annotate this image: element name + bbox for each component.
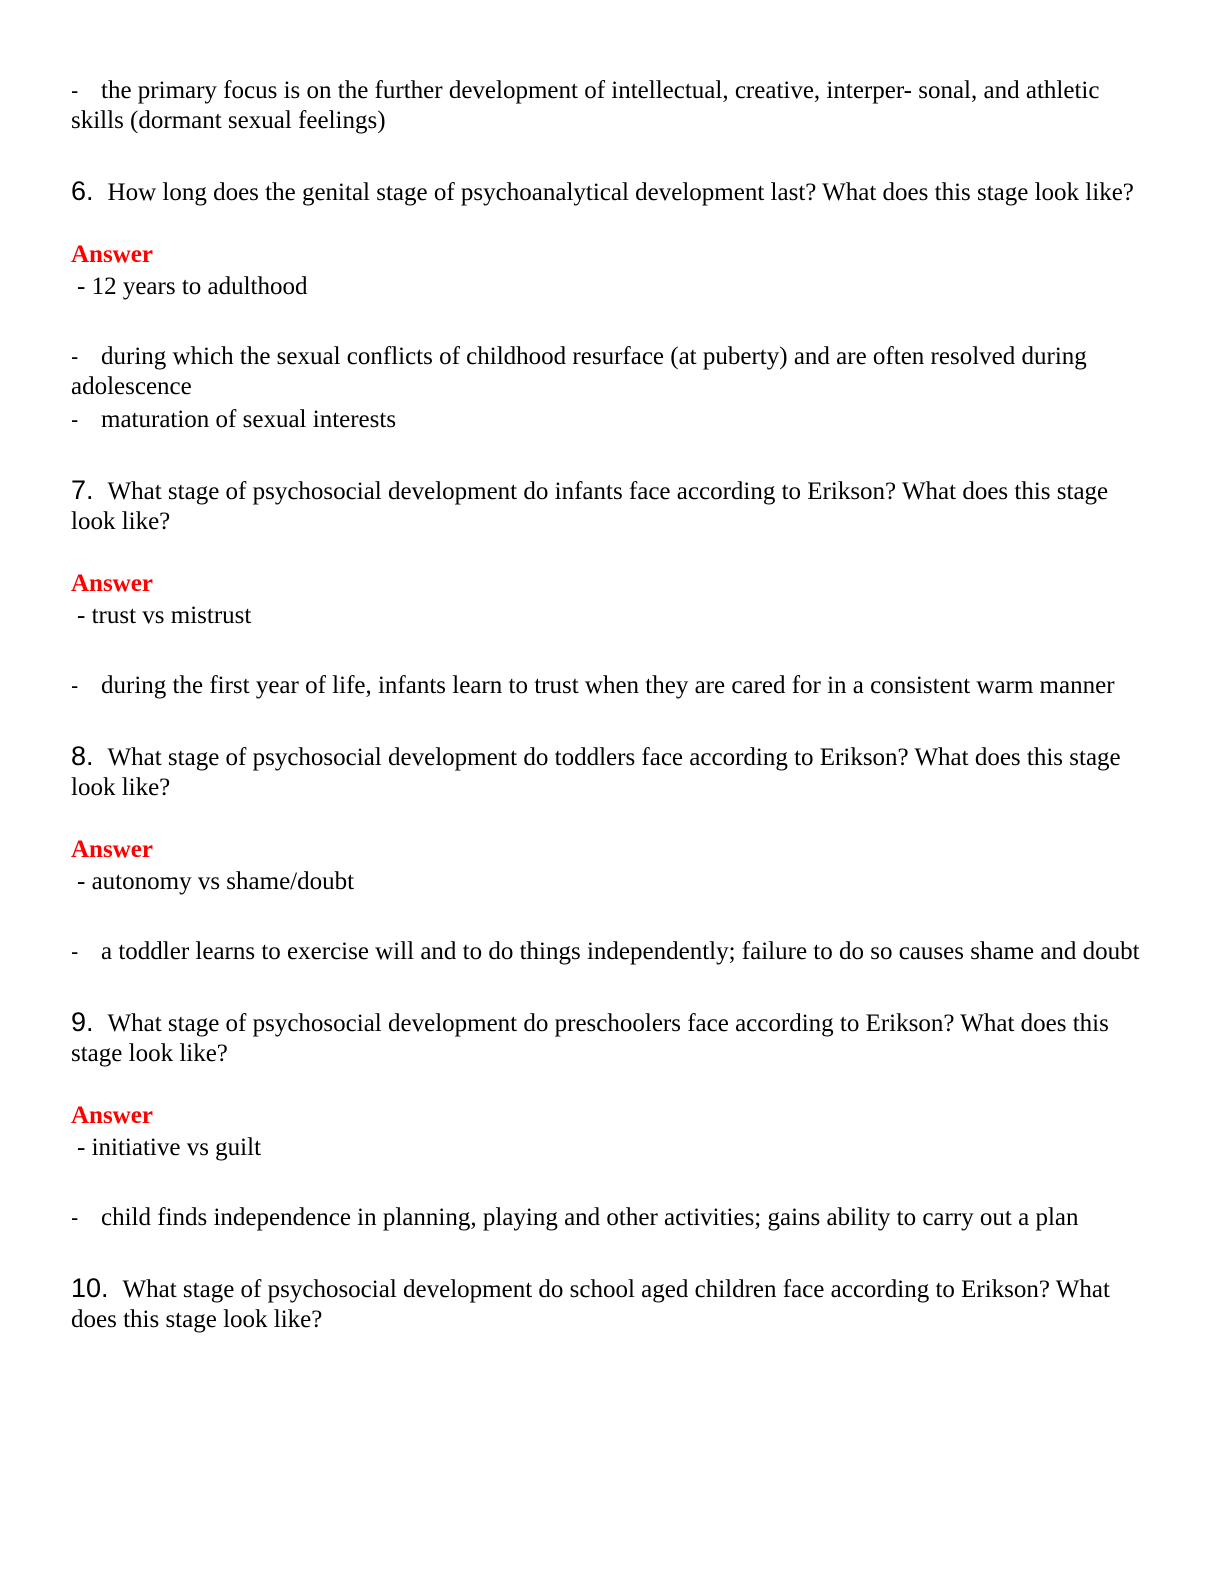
dash-marker: - — [71, 939, 79, 964]
answer-label: Answer — [71, 1102, 153, 1129]
question-body: What stage of psychosocial development do toddlers face according to Erikson? What does this stage look like? — [71, 744, 1121, 801]
dash-marker: - — [71, 407, 79, 432]
answer-text: - initiative vs guilt — [77, 1134, 262, 1161]
question-number: 10. — [71, 1273, 109, 1303]
question-body: What stage of psychosocial development do school aged children face according to Erikson? What does this stage look like? — [71, 1276, 1110, 1333]
answer-details — [71, 342, 1141, 435]
answer-text: - trust vs mistrust — [77, 602, 252, 629]
dash-marker: - — [71, 344, 79, 369]
bullet-text: a toddler learns to exercise will and to do things independently; failure to do so causes shame and doubt — [101, 938, 1140, 965]
dash-marker: - — [71, 673, 79, 698]
dash-marker: - — [71, 1205, 79, 1230]
question-body: What stage of psychosocial development do infants face according to Erikson? What does this stage look like? — [71, 478, 1109, 535]
answer-label: Answer — [71, 570, 153, 597]
bullet-text: maturation of sexual interests — [101, 406, 397, 433]
answer-label: Answer — [71, 836, 153, 863]
answer-text: - 12 years to adulthood — [77, 273, 308, 300]
question-block-9 — [71, 1007, 1141, 1233]
answer-text: - autonomy vs shame/doubt — [77, 868, 355, 895]
question-text — [71, 475, 1141, 537]
question-text — [71, 741, 1141, 803]
question-number: 8. — [71, 741, 94, 771]
bullet-item — [71, 405, 1141, 435]
question-block-6 — [71, 176, 1141, 435]
bullet-item — [71, 671, 1141, 701]
dash-marker: - — [71, 78, 79, 103]
question-body: What stage of psychosocial development do preschoolers face according to Erikson? What does this stage look like? — [71, 1010, 1109, 1067]
document-page — [71, 76, 1141, 1335]
question-block-8 — [71, 741, 1141, 967]
bullet-text: child finds independence in planning, playing and other activities; gains ability to carry out a plan — [101, 1204, 1079, 1231]
bullet-item — [71, 937, 1141, 967]
question-block-10 — [71, 1273, 1141, 1335]
answer-details — [71, 671, 1141, 701]
answer-label: Answer — [71, 241, 153, 268]
answer-details — [71, 1203, 1141, 1233]
bullet-item — [71, 342, 1141, 402]
bullet-text: the primary focus is on the further development of intellectual, creative, interper- sonal, and athletic skills (dormant sexual feelings) — [71, 77, 1100, 134]
question-block-7 — [71, 475, 1141, 701]
question-text — [71, 176, 1141, 208]
question-text — [71, 1007, 1141, 1069]
intro-section — [71, 76, 1141, 136]
answer-details — [71, 937, 1141, 967]
question-number: 6. — [71, 176, 94, 206]
question-body: How long does the genital stage of psychoanalytical development last? What does this stage look like? — [107, 179, 1134, 206]
question-number: 7. — [71, 475, 94, 505]
bullet-item — [71, 1203, 1141, 1233]
question-number: 9. — [71, 1007, 94, 1037]
bullet-text: during which the sexual conflicts of childhood resurface (at puberty) and are often resolved during adolescence — [71, 343, 1087, 400]
bullet-item — [71, 76, 1141, 136]
question-text — [71, 1273, 1141, 1335]
bullet-text: during the first year of life, infants learn to trust when they are cared for in a consistent warm manner — [101, 672, 1115, 699]
